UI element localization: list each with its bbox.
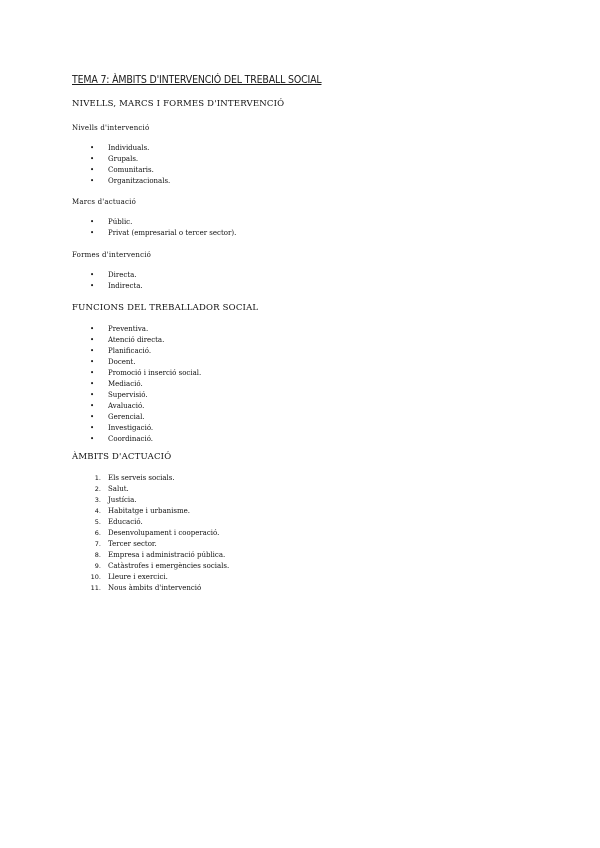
- list-item: • Públic.: [90, 218, 133, 226]
- bullet-icon: •: [90, 413, 95, 421]
- bullet-icon: •: [90, 358, 95, 366]
- page-title: TEMA 7: ÀMBITS D'INTERVENCIÓ DEL TREBALL SOCIAL: [72, 74, 322, 86]
- subheading-nivells: Nivells d'intervenció: [72, 124, 150, 132]
- bullet-icon: •: [90, 424, 95, 432]
- bullet-icon: •: [90, 177, 95, 185]
- list-item: 8. Empresa i administració pública.: [108, 550, 229, 561]
- list-number: 7.: [94, 540, 101, 548]
- list-item: 5. Educació.: [108, 517, 229, 528]
- list-number: 11.: [90, 584, 101, 592]
- list-item: • Avaluació.: [90, 402, 145, 410]
- bullet-icon: •: [90, 155, 95, 163]
- bullet-icon: •: [90, 144, 95, 152]
- list-number: 3.: [94, 496, 101, 504]
- bullet-icon: •: [90, 282, 95, 290]
- list-item: 7. Tercer sector.: [108, 539, 229, 550]
- list-item: 11. Nous àmbits d'intervenció: [108, 583, 229, 594]
- list-number: 5.: [94, 518, 101, 526]
- list-marcs: [90, 217, 237, 239]
- list-ambits: [90, 473, 230, 594]
- list-item: 2. Salut.: [108, 484, 229, 495]
- list-funcions: [90, 324, 202, 445]
- list-number: 4.: [94, 507, 101, 515]
- list-item: • Preventiva.: [90, 325, 149, 333]
- bullet-icon: •: [90, 435, 95, 443]
- list-item: • Organitzacionals.: [90, 177, 171, 185]
- list-number: 8.: [94, 551, 101, 559]
- bullet-icon: •: [90, 271, 95, 279]
- section-heading-funcions: FUNCIONS DEL TREBALLADOR SOCIAL: [72, 303, 259, 313]
- list-item: • Investigació.: [90, 424, 154, 432]
- list-item: 1. Els serveis socials.: [108, 473, 229, 484]
- list-formes: [90, 270, 143, 292]
- list-item: • Docent.: [90, 358, 136, 366]
- list-item: 3. Justícia.: [108, 495, 229, 506]
- list-item: 10. Lleure i exercici.: [108, 572, 229, 583]
- list-item: 4. Habitatge i urbanisme.: [108, 506, 229, 517]
- list-item: • Promoció i inserció social.: [90, 369, 202, 377]
- list-item: • Planificació.: [90, 347, 152, 355]
- list-item: • Directa.: [90, 271, 137, 279]
- list-number: 2.: [94, 485, 101, 493]
- list-item: • Comunitaris.: [90, 166, 154, 174]
- list-item: • Coordinació.: [90, 435, 154, 443]
- list-item: 9. Catàstrofes i emergències socials.: [108, 561, 229, 572]
- bullet-icon: •: [90, 325, 95, 333]
- list-number: 1.: [94, 474, 101, 482]
- list-item: • Privat (empresarial o tercer sector).: [90, 229, 237, 237]
- bullet-icon: •: [90, 402, 95, 410]
- bullet-icon: •: [90, 391, 95, 399]
- list-item: • Atenció directa.: [90, 336, 165, 344]
- list-item: 6. Desenvolupament i cooperació.: [108, 528, 229, 539]
- list-item: • Supervisió.: [90, 391, 148, 399]
- bullet-icon: •: [90, 336, 95, 344]
- section-heading-nivells-marcs-formes: NIVELLS, MARCS I FORMES D'INTERVENCIÓ: [72, 99, 285, 109]
- list-item: • Mediació.: [90, 380, 143, 388]
- subheading-formes: Formes d'intervenció: [72, 251, 152, 259]
- list-item: • Individuals.: [90, 144, 150, 152]
- section-heading-ambits: ÀMBITS D'ACTUACIÓ: [72, 452, 172, 462]
- bullet-icon: •: [90, 369, 95, 377]
- list-nivells: [90, 143, 171, 187]
- bullet-icon: •: [90, 380, 95, 388]
- bullet-icon: •: [90, 347, 95, 355]
- list-number: 10.: [90, 573, 101, 581]
- list-item: • Gerencial.: [90, 413, 145, 421]
- list-number: 9.: [94, 562, 101, 570]
- list-number: 6.: [94, 529, 101, 537]
- bullet-icon: •: [90, 218, 95, 226]
- list-item: • Grupals.: [90, 155, 139, 163]
- list-item: • Indirecta.: [90, 282, 143, 290]
- bullet-icon: •: [90, 166, 95, 174]
- subheading-marcs: Marcs d'actuació: [72, 198, 136, 206]
- bullet-icon: •: [90, 229, 95, 237]
